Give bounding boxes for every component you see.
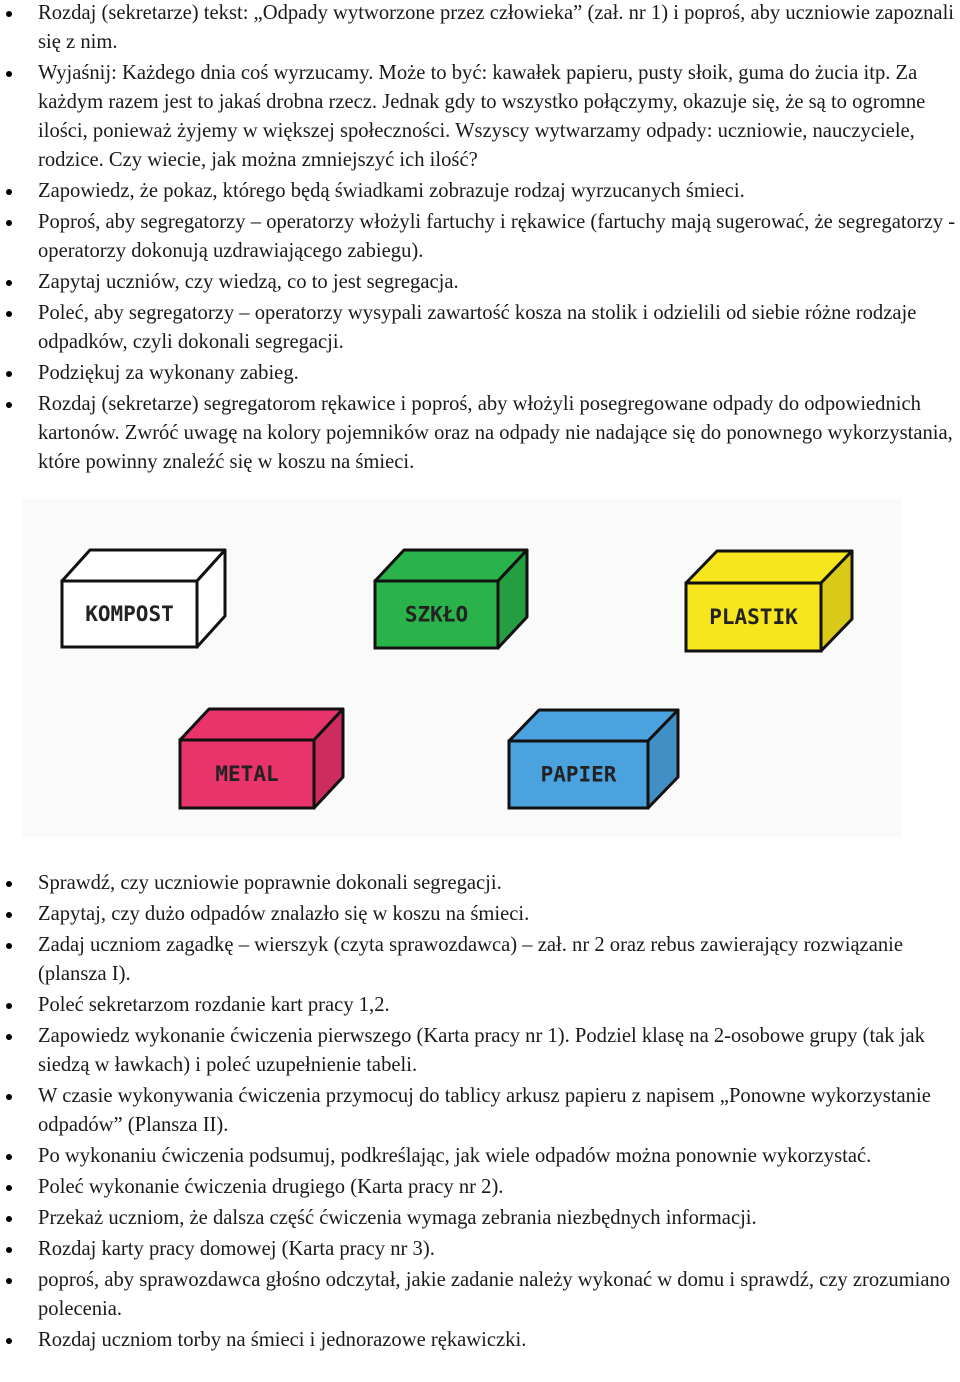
list-item (0, 0, 960, 57)
bullet-icon (6, 1034, 12, 1040)
list-item-text: Zapytaj, czy dużo odpadów znalazło się w koszu na śmieci. (38, 903, 530, 925)
bin-papier (509, 710, 678, 808)
bullet-icon (6, 1003, 12, 1009)
list-item-text: Poleć, aby segregatorzy – operatorzy wysypali zawartość kosza na stolik i odzielili od siebie różne rodzaje odpadków, czyli dokonali segregacji. (38, 302, 917, 353)
list-item-text: Rozdaj karty pracy domowej (Karta pracy nr 3). (38, 1238, 435, 1260)
list-item-text: Rozdaj uczniom torby na śmieci i jednorazowe rękawiczki. (38, 1329, 527, 1351)
bullet-icon (6, 1247, 12, 1253)
bin-kompost (62, 550, 225, 647)
bullet-icon (6, 189, 12, 195)
list-item-text: Zapytaj uczniów, czy wiedzą, co to jest segregacja. (38, 271, 459, 293)
list-item (0, 208, 960, 266)
list-item (0, 991, 960, 1020)
list-item-text: Zapowiedz wykonanie ćwiczenia pierwszego (Karta pracy nr 1). Podziel klasę na 2-osobowe grupy (tak jak siedzą w ławkach) i poleć uzupełnienie tabeli. (38, 1025, 925, 1076)
list-item (0, 1082, 960, 1140)
bullet-icon (6, 1185, 12, 1191)
list-item-text: Przekaż uczniom, że dalsza część ćwiczenia wymaga zebrania niezbędnych informacji. (38, 1207, 757, 1229)
bullet-icon (6, 11, 12, 17)
list-item (0, 869, 960, 898)
bullet-icon (6, 881, 12, 887)
bullet-icon (6, 280, 12, 286)
bullet-icon (6, 943, 12, 949)
list-item (0, 1266, 960, 1324)
recycling-bins-illustration (22, 499, 902, 837)
bullet-icon (6, 371, 12, 377)
bullet-icon (6, 1094, 12, 1100)
list-item (0, 59, 960, 175)
bin-szko (375, 550, 527, 648)
list-item (0, 359, 960, 388)
instruction-list-top (0, 0, 960, 479)
bin-label: PLASTIK (709, 605, 798, 629)
list-item (0, 900, 960, 929)
list-item (0, 299, 960, 357)
bullet-icon (6, 912, 12, 918)
bullet-icon (6, 311, 12, 317)
bin-label: KOMPOST (85, 602, 174, 626)
list-item-text: Po wykonaniu ćwiczenia podsumuj, podkreślając, jak wiele odpadów można ponownie wykorzystać. (38, 1145, 872, 1167)
bin-label: PAPIER (540, 762, 617, 787)
list-item (0, 177, 960, 206)
bin-label: METAL (215, 762, 279, 786)
bullet-icon (6, 1278, 12, 1284)
list-item-text: Rozdaj (sekretarze) segregatorom rękawice i poproś, aby włożyli posegregowane odpady do odpowiednich kartonów. Zwróć uwagę na kolory pojemników oraz na odpady nie nadające się do ponownego wykorzystania, które powinny znaleźć się w koszu na śmieci. (38, 393, 953, 473)
list-item-text: Rozdaj (sekretarze) tekst: „Odpady wytworzone przez człowieka” (zał. nr 1) i poproś, aby uczniowie zapoznali się z nim. (38, 2, 955, 53)
bullet-icon (6, 220, 12, 226)
bullet-icon (6, 402, 12, 408)
recycling-bins-figure (22, 499, 902, 837)
list-item (0, 1022, 960, 1080)
list-item-text: Wyjaśnij: Każdego dnia coś wyrzucamy. Może to być: kawałek papieru, pusty słoik, guma do żucia itp. Za każdym razem jest to jakaś drobna rzecz. Jednak gdy to wszystko połączymy, okazuje się, że są to ogromne ilości, ponieważ żyjemy w większej społeczności. Wszyscy wytwarzamy odpady: uczniowie, nauczyciele, rodzice. Czy wiecie, jak można zmniejszyć ich ilość? (38, 62, 926, 171)
bullet-icon (6, 1338, 12, 1344)
list-item-text: Poproś, aby segregatorzy – operatorzy włożyli fartuchy i rękawice (fartuchy mają sugerować, że segregatorzy - operatorzy dokonują uzdrawiającego zabiegu). (38, 211, 956, 262)
list-item-text: Sprawdź, czy uczniowie poprawnie dokonali segregacji. (38, 872, 502, 894)
list-item (0, 1326, 960, 1355)
bin-plastik (686, 551, 852, 651)
list-item-text: W czasie wykonywania ćwiczenia przymocuj do tablicy arkusz papieru z napisem „Ponowne wykorzystanie odpadów” (Plansza II). (38, 1085, 931, 1136)
list-item (0, 268, 960, 297)
bullet-icon (6, 1154, 12, 1160)
list-item (0, 931, 960, 989)
list-item-text: Poleć sekretarzom rozdanie kart pracy 1,2. (38, 994, 390, 1016)
bin-metal (180, 709, 343, 808)
list-item (0, 1173, 960, 1202)
bin-label: SZKŁO (404, 602, 469, 627)
list-item-text: Podziękuj za wykonany zabieg. (38, 362, 299, 384)
list-item-text: poproś, aby sprawozdawca głośno odczytał, jakie zadanie należy wykonać w domu i sprawdź, czy zrozumiano polecenia. (38, 1269, 951, 1320)
list-item (0, 390, 960, 477)
list-item (0, 1142, 960, 1171)
list-item-text: Zapowiedz, że pokaz, którego będą świadkami zobrazuje rodzaj wyrzucanych śmieci. (38, 180, 745, 202)
bullet-icon (6, 1216, 12, 1222)
instruction-list-bottom (0, 869, 960, 1357)
list-item (0, 1235, 960, 1264)
list-item (0, 1204, 960, 1233)
list-item-text: Zadaj uczniom zagadkę – wierszyk (czyta sprawozdawca) – zał. nr 2 oraz rebus zawierający rozwiązanie (plansza I). (38, 934, 904, 985)
list-item-text: Poleć wykonanie ćwiczenia drugiego (Karta pracy nr 2). (38, 1176, 504, 1198)
bullet-icon (6, 71, 12, 77)
